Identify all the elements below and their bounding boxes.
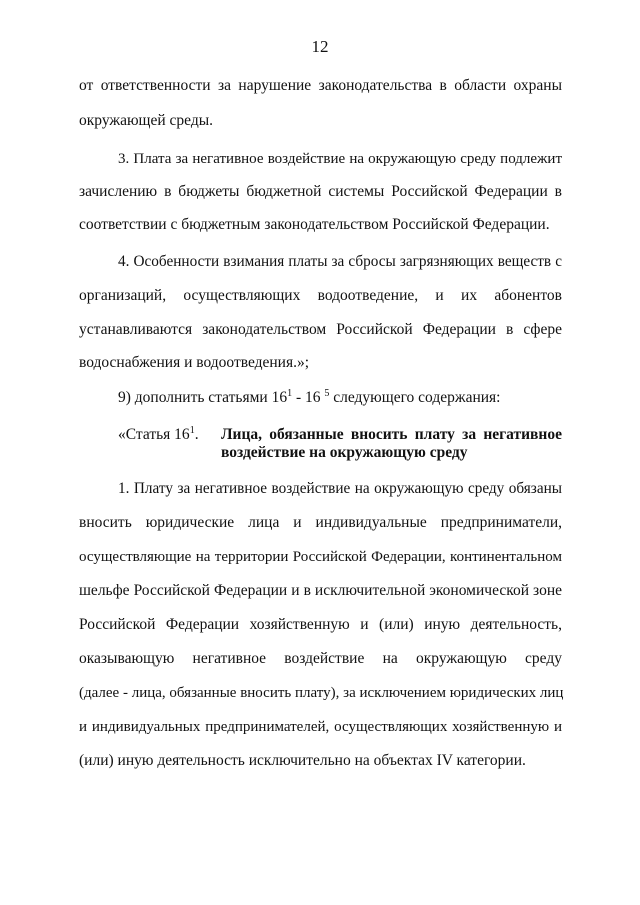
body-line: оказывающую негативное воздействие на окружающую среду [79,650,562,667]
superscript: 1 [287,388,293,399]
body-line: 1. Плату за негативное воздействие на окружающую среду обязаны [118,480,562,497]
page-number: 12 [311,37,329,56]
paragraph-4-line: 4. Особенности взимания платы за сбросы загрязняющих веществ с [118,253,562,270]
text-line: окружающей среды. [79,112,214,129]
article-label-dot: . [194,426,199,443]
superscript: 5 [324,388,330,399]
item-9-middle: - 16 [292,389,325,406]
text-line: устанавливаются законодательством Российской Федерации в сфере [79,321,562,338]
text-line: от ответственности за нарушение законодательства в области охраны [79,77,562,94]
article-title-line: воздействие на окружающую среду [221,444,468,461]
text-line: организаций, осуществляющих водоотведение, и их абонентов [79,287,562,304]
body-line: шельфе Российской Федерации и в исключительной экономической зоне [79,582,562,599]
paragraph-3-line: 3. Плата за негативное воздействие на окружающую среду подлежит [118,151,562,167]
text-line: зачислению в бюджеты бюджетной системы Российской Федерации в [79,183,562,200]
article-title-line: Лица, обязанные вносить плату за негативное [221,426,562,443]
body-line: вносить юридические лица и индивидуальные предприниматели, [79,514,562,531]
body-line: (далее - лица, обязанные вносить плату), за исключением юридических лиц [79,685,564,701]
text-line: водоснабжения и водоотведения.»; [79,354,310,371]
item-9-suffix: следующего содержания: [329,389,501,406]
body-line: и индивидуальных предпринимателей, осуществляющих хозяйственную и [79,719,562,735]
body-line: (или) иную деятельность исключительно на объектах IV категории. [79,752,526,769]
article-label [118,425,199,445]
text-line: соответствии с бюджетным законодательством Российской Федерации. [79,216,550,233]
item-9-line [118,388,562,408]
item-9-prefix: 9) дополнить статьями 16 [118,389,288,406]
body-line: осуществляющие на территории Российской Федерации, континентальном [79,549,562,565]
article-label-text: «Статья 16 [118,426,190,443]
superscript: 1 [189,425,195,436]
body-line: Российской Федерации хозяйственную и (или) иную деятельность, [79,616,562,633]
